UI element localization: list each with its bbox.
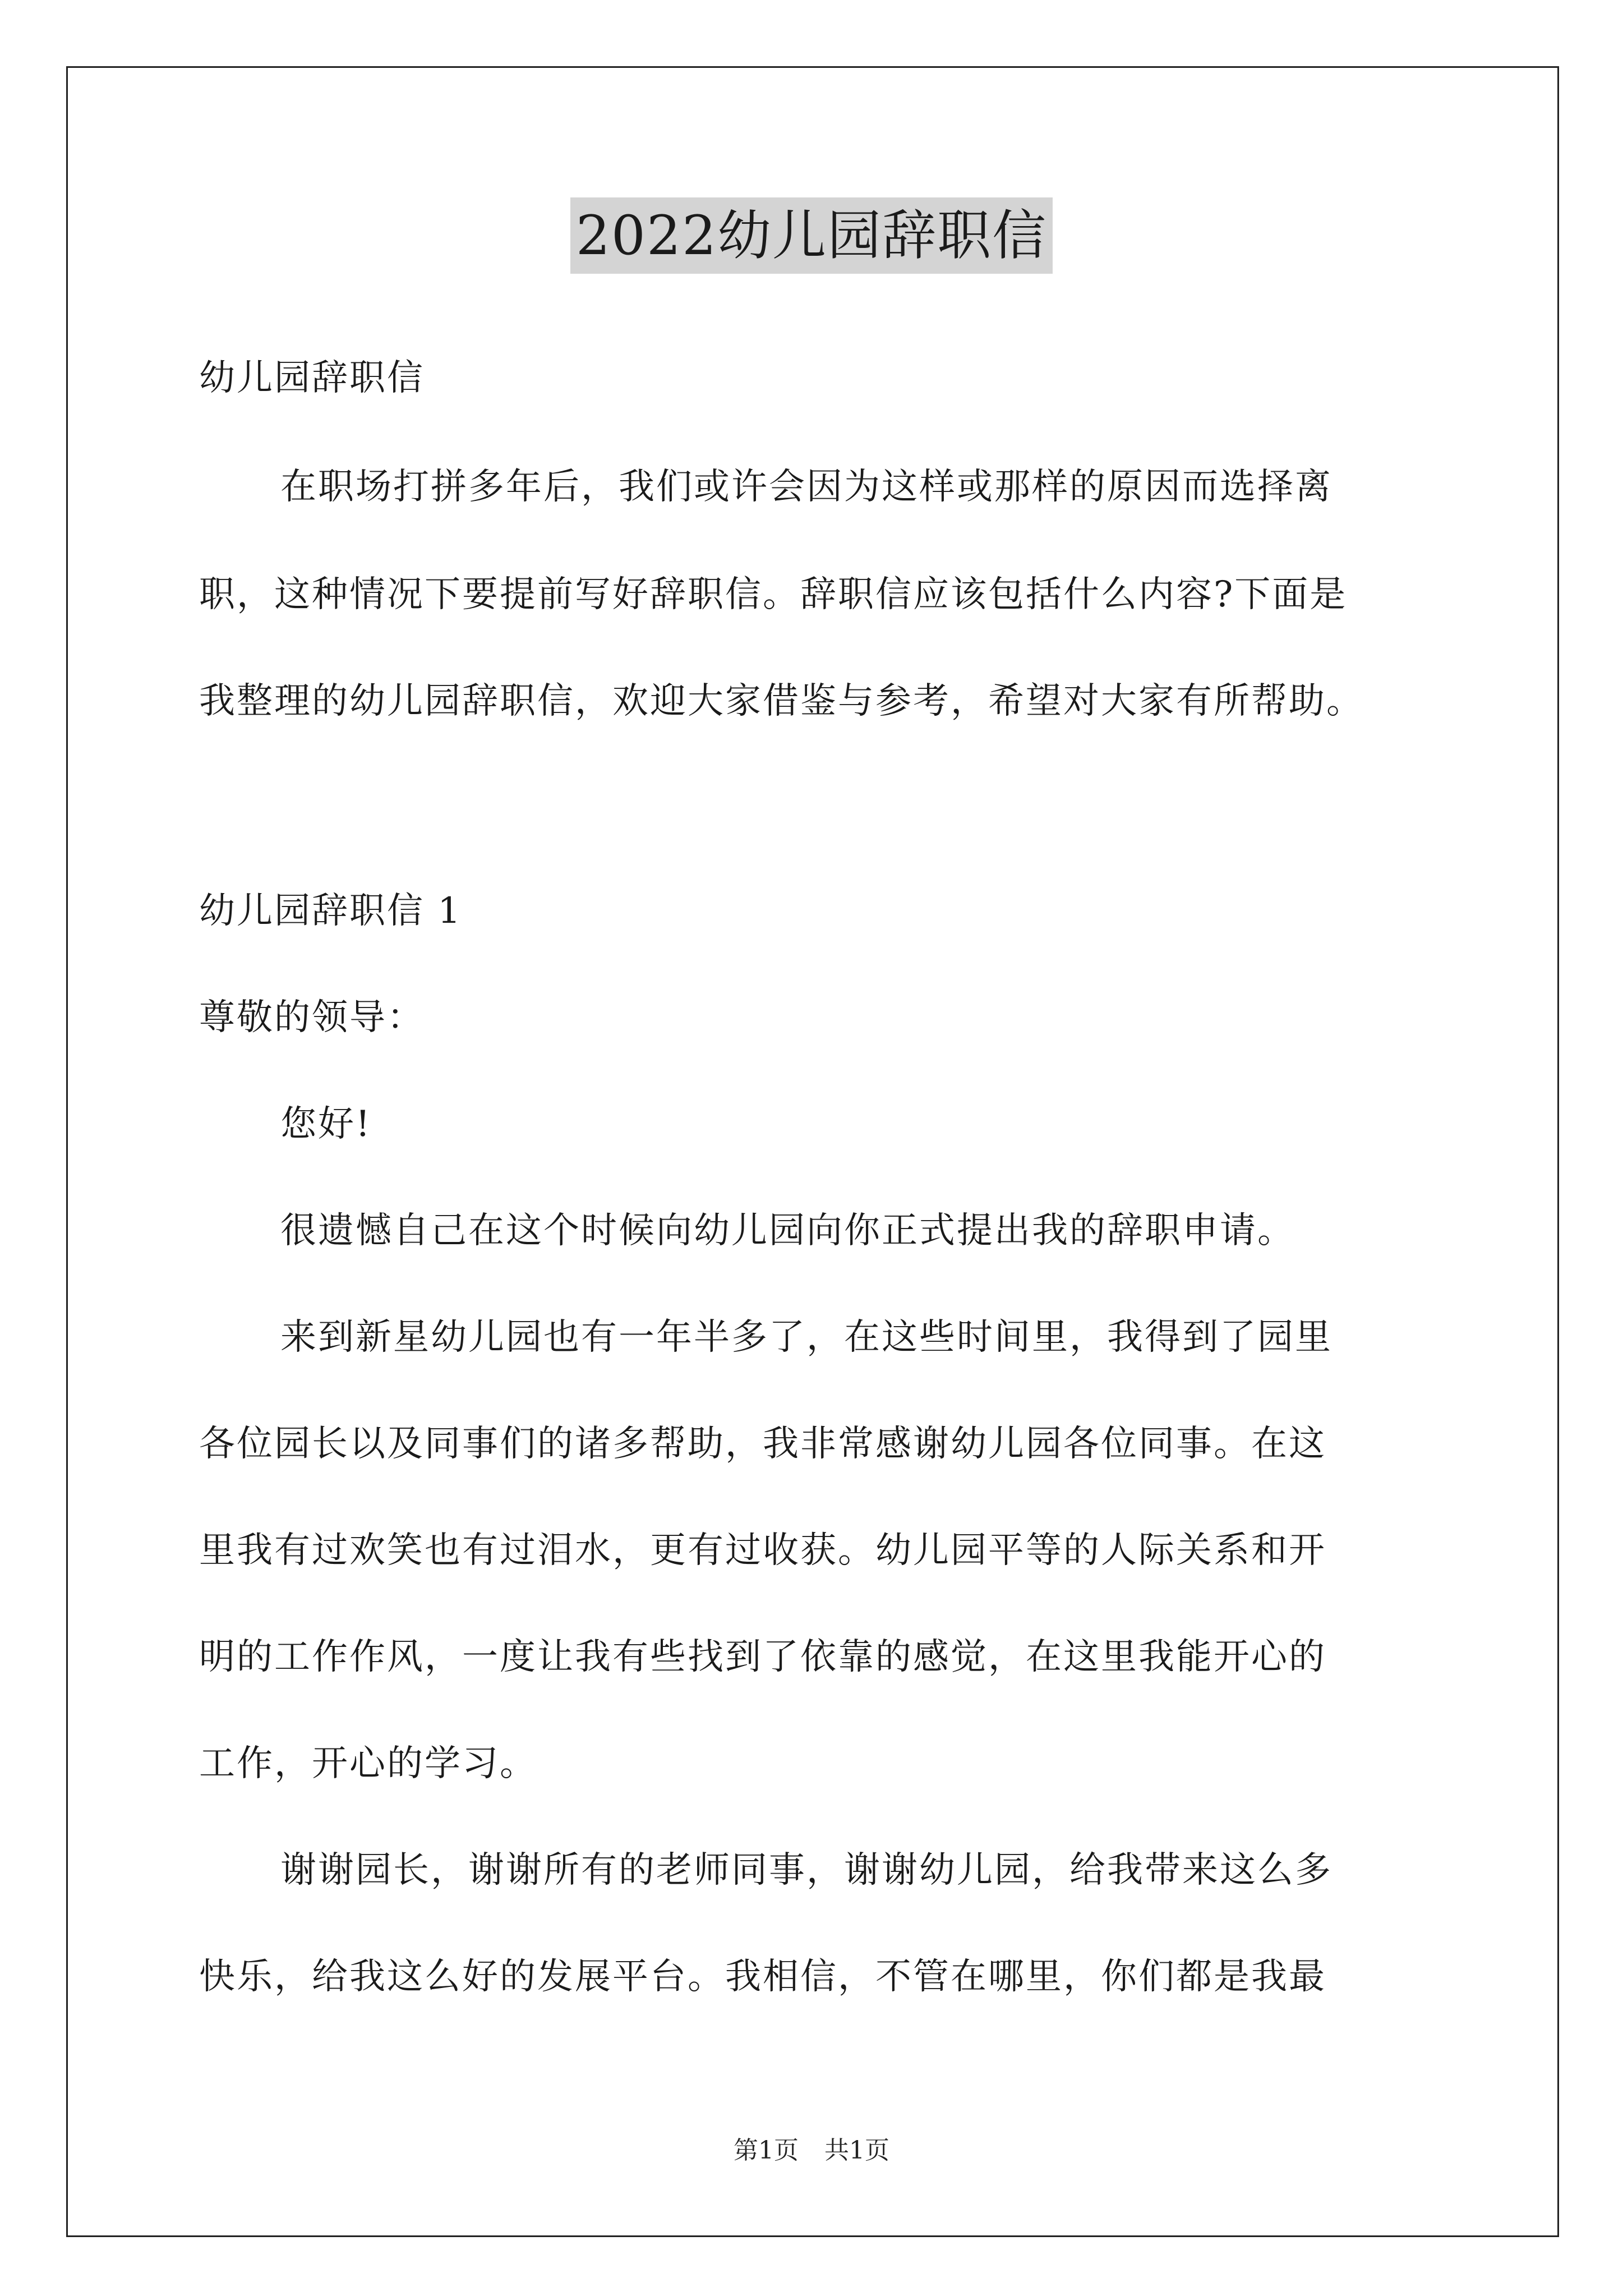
paragraph-line: 来到新星幼儿园也有一年半多了，在这些时间里，我得到了园里 xyxy=(280,1317,1332,1358)
section-heading: 幼儿园辞职信 1 xyxy=(199,890,463,932)
paragraph-line: 很遗憾自己在这个时候向幼儿园向你正式提出我的辞职申请。 xyxy=(280,1210,1295,1251)
paragraph-line: 明的工作作风，一度让我有些找到了依靠的感觉，在这里我能开心的 xyxy=(199,1636,1326,1678)
paragraph-line: 职，这种情况下要提前写好辞职信。辞职信应该包括什么内容?下面是 xyxy=(199,574,1348,615)
section-heading: 幼儿园辞职信 xyxy=(199,357,425,399)
page-total: 共1页 xyxy=(824,2136,889,2165)
title-container xyxy=(0,197,1623,274)
page-footer xyxy=(0,2134,1623,2168)
paragraph-line: 工作，开心的学习。 xyxy=(199,1743,537,1784)
paragraph-line: 里我有过欢笑也有过泪水，更有过收获。幼儿园平等的人际关系和开 xyxy=(199,1530,1326,1571)
paragraph-line: 谢谢园长，谢谢所有的老师同事，谢谢幼儿园，给我带来这么多 xyxy=(280,1849,1332,1891)
paragraph-line: 在职场打拼多年后，我们或许会因为这样或那样的原因而选择离 xyxy=(280,466,1332,508)
paragraph-line: 快乐，给我这么好的发展平台。我相信，不管在哪里，你们都是我最 xyxy=(199,1956,1326,1998)
document-title: 2022幼儿园辞职信 xyxy=(570,197,1053,274)
greeting: 您好! xyxy=(280,1103,372,1145)
paragraph-line: 我整理的幼儿园辞职信，欢迎大家借鉴与参考，希望对大家有所帮助。 xyxy=(199,680,1364,722)
salutation: 尊敬的领导： xyxy=(199,997,425,1038)
paragraph-line: 各位园长以及同事们的诸多帮助，我非常感谢幼儿园各位同事。在这 xyxy=(199,1423,1326,1465)
page-number: 第1页 xyxy=(734,2136,799,2165)
